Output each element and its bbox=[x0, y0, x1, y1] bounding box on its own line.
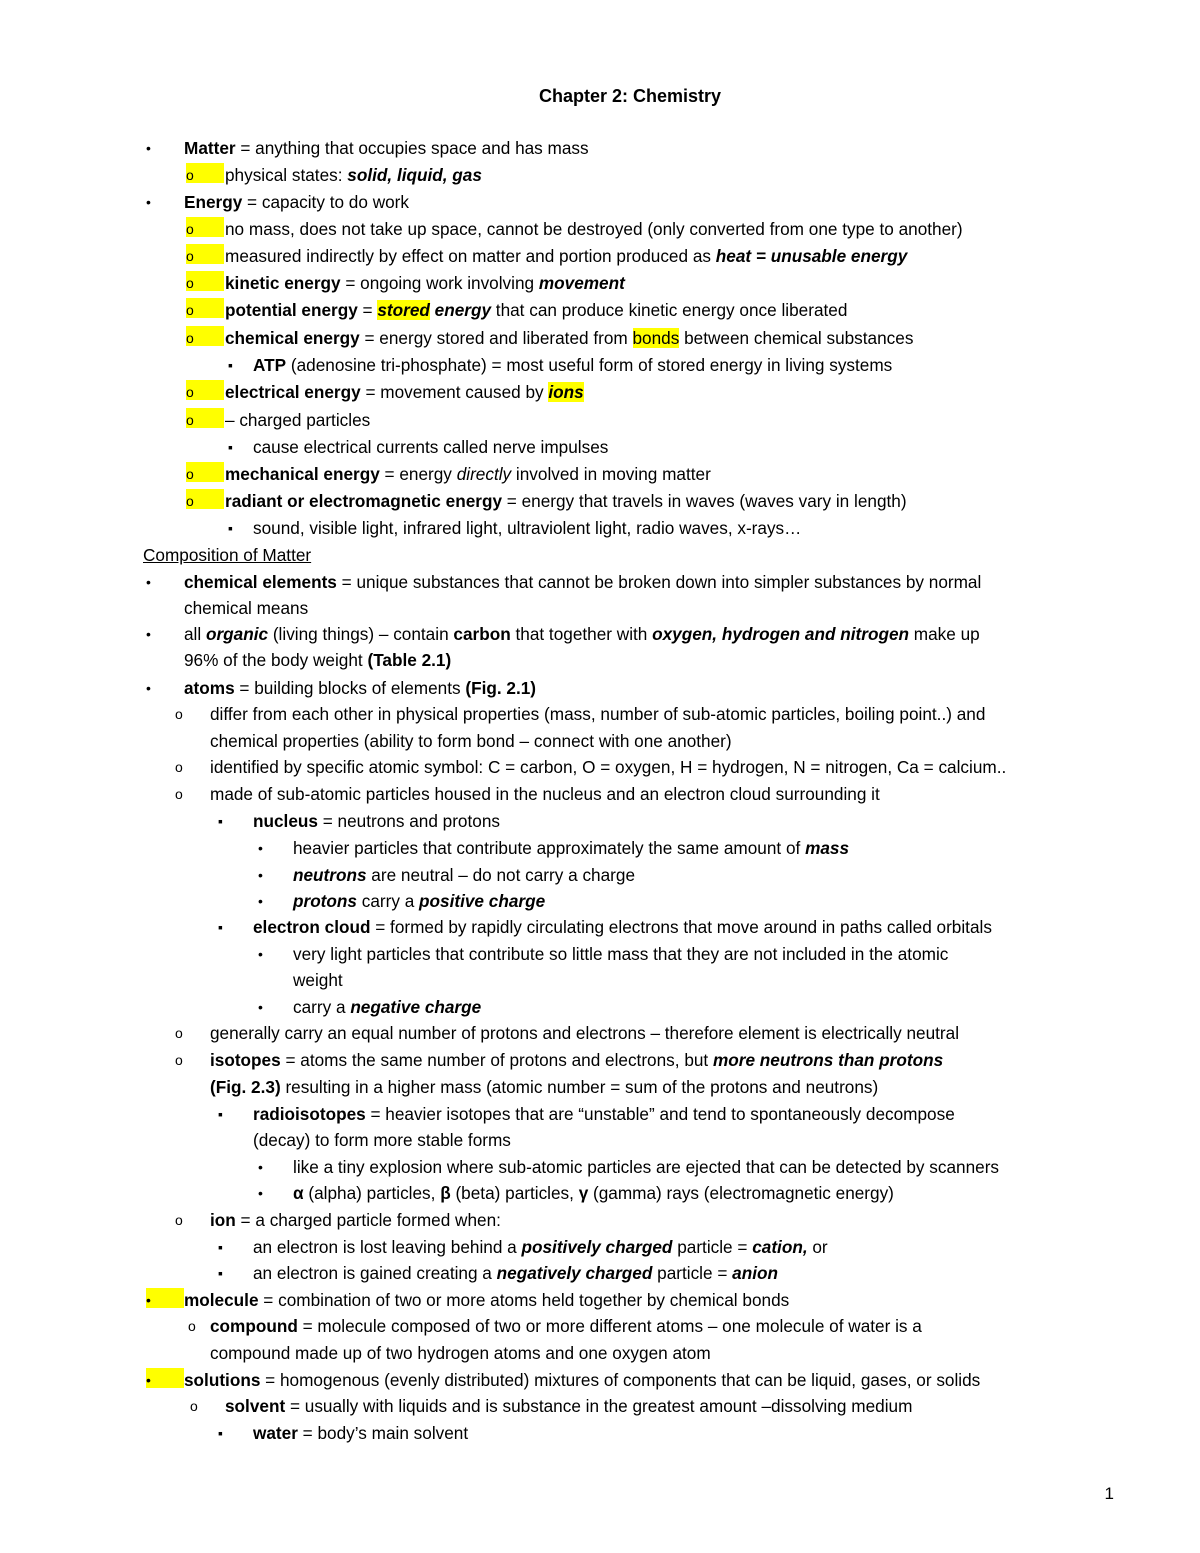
text-run: nucleus bbox=[253, 811, 318, 831]
line-text bbox=[210, 782, 880, 806]
text-run: (adenosine tri-phosphate) = most useful form of stored energy in living systems bbox=[286, 355, 893, 375]
line-text bbox=[225, 408, 370, 432]
bullet-marker: o bbox=[186, 163, 224, 183]
bullet-marker: o bbox=[186, 217, 224, 237]
line-text bbox=[184, 622, 980, 646]
text-run: = capacity to do work bbox=[242, 192, 409, 212]
text-run: solvent bbox=[225, 1396, 286, 1416]
bullet-marker: • bbox=[258, 867, 263, 883]
text-run: measured indirectly by effect on matter and portion produced as bbox=[225, 246, 716, 266]
line-text bbox=[184, 190, 409, 214]
bullet-marker: ▪ bbox=[218, 919, 223, 935]
line-text bbox=[210, 1075, 878, 1099]
line-text bbox=[293, 995, 481, 1019]
text-run: no mass, does not take up space, cannot be destroyed (only converted from one type to another) bbox=[225, 219, 963, 239]
text-run: are neutral – do not carry a charge bbox=[366, 865, 636, 885]
line-text bbox=[253, 516, 801, 540]
text-run: = usually with liquids and is substance in the greatest amount –dissolving medium bbox=[285, 1396, 913, 1416]
bullet-marker: o bbox=[186, 380, 224, 400]
line-text bbox=[210, 1314, 922, 1338]
text-run: chemical properties (ability to form bond – connect with one another) bbox=[210, 731, 732, 751]
text-run: chemical energy bbox=[225, 328, 360, 348]
text-run: ions bbox=[548, 382, 584, 402]
text-run: involved in moving matter bbox=[511, 464, 711, 484]
text-run: heavier particles that contribute approximately the same amount of bbox=[293, 838, 806, 858]
line-text bbox=[253, 353, 892, 377]
text-run: or bbox=[807, 1237, 828, 1257]
line-text bbox=[253, 435, 608, 459]
text-run: Energy bbox=[184, 192, 243, 212]
line-text bbox=[210, 1208, 501, 1232]
bullet-marker: • bbox=[258, 1185, 263, 1201]
text-run: isotopes bbox=[210, 1050, 281, 1070]
text-run: α bbox=[293, 1183, 304, 1203]
line-text bbox=[293, 1155, 999, 1179]
text-run: (Fig. 2.1) bbox=[465, 678, 537, 698]
bullet-marker: ▪ bbox=[218, 813, 223, 829]
line-text bbox=[225, 380, 584, 404]
text-run: kinetic energy bbox=[225, 273, 341, 293]
text-run: sound, visible light, infrared light, ultraviolent light, radio waves, x-rays… bbox=[253, 518, 802, 538]
line-text bbox=[225, 1394, 912, 1418]
text-run: = energy bbox=[379, 464, 457, 484]
bullet-marker: o bbox=[175, 786, 183, 802]
bullet-marker: o bbox=[186, 326, 224, 346]
text-run: energy bbox=[429, 300, 492, 320]
text-run: (living things) – contain bbox=[268, 624, 454, 644]
bullet-marker: • bbox=[258, 999, 263, 1015]
text-run: (gamma) rays (electromagnetic energy) bbox=[588, 1183, 894, 1203]
text-run: like a tiny explosion where sub-atomic particles are ejected that can be detected by scanners bbox=[293, 1157, 1000, 1177]
text-run: movement bbox=[538, 273, 625, 293]
text-run: carry a bbox=[356, 891, 420, 911]
bullet-marker: • bbox=[258, 1159, 263, 1175]
text-run: all bbox=[184, 624, 206, 644]
text-run: = bbox=[357, 300, 378, 320]
text-run: = energy stored and liberated from bbox=[359, 328, 633, 348]
bullet-marker: o bbox=[190, 1398, 198, 1414]
text-run: = combination of two or more atoms held together by chemical bonds bbox=[258, 1290, 790, 1310]
bullet-marker: • bbox=[146, 574, 151, 590]
line-text bbox=[184, 648, 451, 672]
line-text bbox=[210, 1048, 943, 1072]
text-run: compound made up of two hydrogen atoms and one oxygen atom bbox=[210, 1343, 711, 1363]
bullet-marker: • bbox=[146, 680, 151, 696]
bullet-marker: o bbox=[186, 462, 224, 482]
bullet-marker: • bbox=[258, 840, 263, 856]
bullet-marker: o bbox=[186, 489, 224, 509]
text-run: chemical elements bbox=[184, 572, 337, 592]
line-text bbox=[143, 543, 311, 567]
line-text bbox=[225, 462, 711, 486]
line-text bbox=[253, 1102, 955, 1126]
text-run: neutrons bbox=[293, 865, 367, 885]
text-run: radiant or electromagnetic energy bbox=[225, 491, 502, 511]
line-text bbox=[184, 676, 536, 700]
line-text bbox=[253, 1128, 511, 1152]
text-run: (Table 2.1) bbox=[367, 650, 452, 670]
text-run: make up bbox=[909, 624, 980, 644]
text-run: = heavier isotopes that are “unstable” and tend to spontaneously decompose bbox=[365, 1104, 955, 1124]
line-text bbox=[253, 1421, 468, 1445]
text-run: carbon bbox=[453, 624, 511, 644]
text-run: = atoms the same number of protons and electrons, but bbox=[280, 1050, 713, 1070]
text-run: anion bbox=[732, 1263, 778, 1283]
text-run: stored bbox=[377, 300, 430, 320]
line-text bbox=[293, 836, 849, 860]
line-text bbox=[293, 889, 545, 913]
text-run: very light particles that contribute so little mass that they are not included in the atomic bbox=[293, 944, 949, 964]
text-run: generally carry an equal number of protons and electrons – therefore element is electrically neutral bbox=[210, 1023, 960, 1043]
text-run: = ongoing work involving bbox=[340, 273, 539, 293]
bullet-marker: • bbox=[258, 893, 263, 909]
line-text bbox=[184, 596, 308, 620]
text-run: cation, bbox=[752, 1237, 808, 1257]
line-text bbox=[293, 942, 948, 966]
text-run: weight bbox=[293, 970, 343, 990]
line-text bbox=[253, 1235, 828, 1259]
bullet-marker: • bbox=[146, 194, 151, 210]
text-run: mechanical energy bbox=[225, 464, 380, 484]
text-run: that together with bbox=[510, 624, 653, 644]
page-title: Chapter 2: Chemistry bbox=[538, 86, 722, 106]
text-run: water bbox=[253, 1423, 298, 1443]
text-run: between chemical substances bbox=[679, 328, 914, 348]
text-run: = unique substances that cannot be broken down into simpler substances by normal bbox=[336, 572, 982, 592]
line-text bbox=[210, 729, 732, 753]
bullet-marker: o bbox=[186, 271, 224, 291]
bullet-marker: o bbox=[175, 1212, 183, 1228]
text-run: oxygen, hydrogen and nitrogen bbox=[652, 624, 909, 644]
text-run: carry a bbox=[293, 997, 351, 1017]
line-text bbox=[210, 755, 1006, 779]
bullet-marker: o bbox=[186, 244, 224, 264]
text-run: particle = bbox=[652, 1263, 733, 1283]
text-run: cause electrical currents called nerve impulses bbox=[253, 437, 609, 457]
text-run: (Fig. 2.3) bbox=[210, 1077, 281, 1097]
bullet-marker: • bbox=[146, 626, 151, 642]
bullet-marker: ▪ bbox=[218, 1425, 223, 1441]
text-run: electron cloud bbox=[253, 917, 371, 937]
bullet-marker: o bbox=[175, 1025, 183, 1041]
text-run: = a charged particle formed when: bbox=[235, 1210, 501, 1230]
text-run: atoms bbox=[184, 678, 235, 698]
text-run: 96% of the body weight bbox=[184, 650, 368, 670]
text-run: = building blocks of elements bbox=[234, 678, 466, 698]
text-run: Matter bbox=[184, 138, 236, 158]
text-run: solutions bbox=[184, 1370, 261, 1390]
text-run: = anything that occupies space and has mass bbox=[235, 138, 589, 158]
bullet-marker: • bbox=[146, 1288, 184, 1308]
text-run: particle = bbox=[672, 1237, 753, 1257]
line-text bbox=[225, 298, 847, 322]
bullet-marker: ▪ bbox=[218, 1239, 223, 1255]
text-run: = neutrons and protons bbox=[317, 811, 500, 831]
line-text bbox=[184, 136, 589, 160]
bullet-marker: • bbox=[146, 140, 151, 156]
text-run: electrical energy bbox=[225, 382, 361, 402]
line-text bbox=[293, 863, 635, 887]
text-run: positive charge bbox=[419, 891, 546, 911]
text-run: = formed by rapidly circulating electrons that move around in paths called orbitals bbox=[370, 917, 992, 937]
text-run: (alpha) particles, bbox=[303, 1183, 441, 1203]
line-text bbox=[225, 217, 963, 241]
line-text bbox=[184, 570, 981, 594]
line-text bbox=[253, 809, 500, 833]
text-run: physical states: bbox=[225, 165, 348, 185]
text-run: that can produce kinetic energy once liberated bbox=[491, 300, 848, 320]
bullet-marker: • bbox=[258, 946, 263, 962]
bullet-marker: o bbox=[175, 759, 183, 775]
text-run: bonds bbox=[632, 328, 680, 348]
text-run: solid, liquid, gas bbox=[347, 165, 482, 185]
bullet-marker: o bbox=[186, 408, 224, 428]
text-run: resulting in a higher mass (atomic number = sum of the protons and neutrons) bbox=[280, 1077, 879, 1097]
text-run: an electron is lost leaving behind a bbox=[253, 1237, 522, 1257]
text-run: radioisotopes bbox=[253, 1104, 366, 1124]
bullet-marker: ▪ bbox=[228, 357, 233, 373]
text-run: ion bbox=[210, 1210, 236, 1230]
text-run: Composition of Matter bbox=[143, 545, 312, 565]
line-text bbox=[225, 271, 625, 295]
line-text bbox=[225, 489, 907, 513]
bullet-marker: ▪ bbox=[218, 1106, 223, 1122]
line-text bbox=[253, 1261, 778, 1285]
text-run: negative charge bbox=[350, 997, 482, 1017]
text-run: = movement caused by bbox=[360, 382, 549, 402]
text-run: made of sub-atomic particles housed in the nucleus and an electron cloud surrounding it bbox=[210, 784, 880, 804]
text-run: = energy that travels in waves (waves vary in length) bbox=[502, 491, 907, 511]
text-run: = molecule composed of two or more different atoms – one molecule of water is a bbox=[297, 1316, 922, 1336]
text-run: = homogenous (evenly distributed) mixtures of components that can be liquid, gases, or solids bbox=[260, 1370, 981, 1390]
text-run: β bbox=[440, 1183, 451, 1203]
line-text bbox=[293, 1181, 894, 1205]
text-run: directly bbox=[456, 464, 512, 484]
text-run: (beta) particles, bbox=[450, 1183, 579, 1203]
text-run: = body’s main solvent bbox=[297, 1423, 469, 1443]
bullet-marker: o bbox=[188, 1318, 196, 1334]
text-run: differ from each other in physical properties (mass, number of sub-atomic particles, boiling point..) and bbox=[210, 704, 986, 724]
text-run: molecule bbox=[184, 1290, 259, 1310]
line-text bbox=[225, 163, 482, 187]
text-run: potential energy bbox=[225, 300, 358, 320]
text-run: chemical means bbox=[184, 598, 309, 618]
text-run: more neutrons than protons bbox=[713, 1050, 944, 1070]
bullet-marker: o bbox=[186, 298, 224, 318]
text-run: (decay) to form more stable forms bbox=[253, 1130, 511, 1150]
page-number: 1 bbox=[1104, 1484, 1114, 1503]
line-text bbox=[225, 244, 907, 268]
line-text bbox=[293, 968, 343, 992]
bullet-marker: ▪ bbox=[218, 1265, 223, 1281]
text-run: negatively charged bbox=[496, 1263, 653, 1283]
line-text bbox=[225, 326, 913, 350]
bullet-marker: • bbox=[146, 1368, 184, 1388]
bullet-marker: o bbox=[175, 1052, 183, 1068]
line-text bbox=[184, 1368, 980, 1392]
text-run: organic bbox=[205, 624, 269, 644]
line-text bbox=[210, 702, 985, 726]
line-text bbox=[210, 1021, 959, 1045]
text-run: compound bbox=[210, 1316, 298, 1336]
text-run: positively charged bbox=[521, 1237, 673, 1257]
text-run: mass bbox=[805, 838, 850, 858]
text-run: – charged particles bbox=[225, 410, 371, 430]
bullet-marker: o bbox=[175, 706, 183, 722]
bullet-marker: ▪ bbox=[228, 520, 233, 536]
line-text bbox=[253, 915, 992, 939]
text-run: γ bbox=[578, 1183, 589, 1203]
line-text bbox=[210, 1341, 711, 1365]
text-run: an electron is gained creating a bbox=[253, 1263, 497, 1283]
text-run: heat = unusable energy bbox=[715, 246, 908, 266]
line-text bbox=[184, 1288, 789, 1312]
text-run: ATP bbox=[253, 355, 287, 375]
text-run: protons bbox=[293, 891, 357, 911]
bullet-marker: ▪ bbox=[228, 439, 233, 455]
text-run: identified by specific atomic symbol: C = carbon, O = oxygen, H = hydrogen, N = nitrogen, Ca = calcium.. bbox=[210, 757, 1007, 777]
